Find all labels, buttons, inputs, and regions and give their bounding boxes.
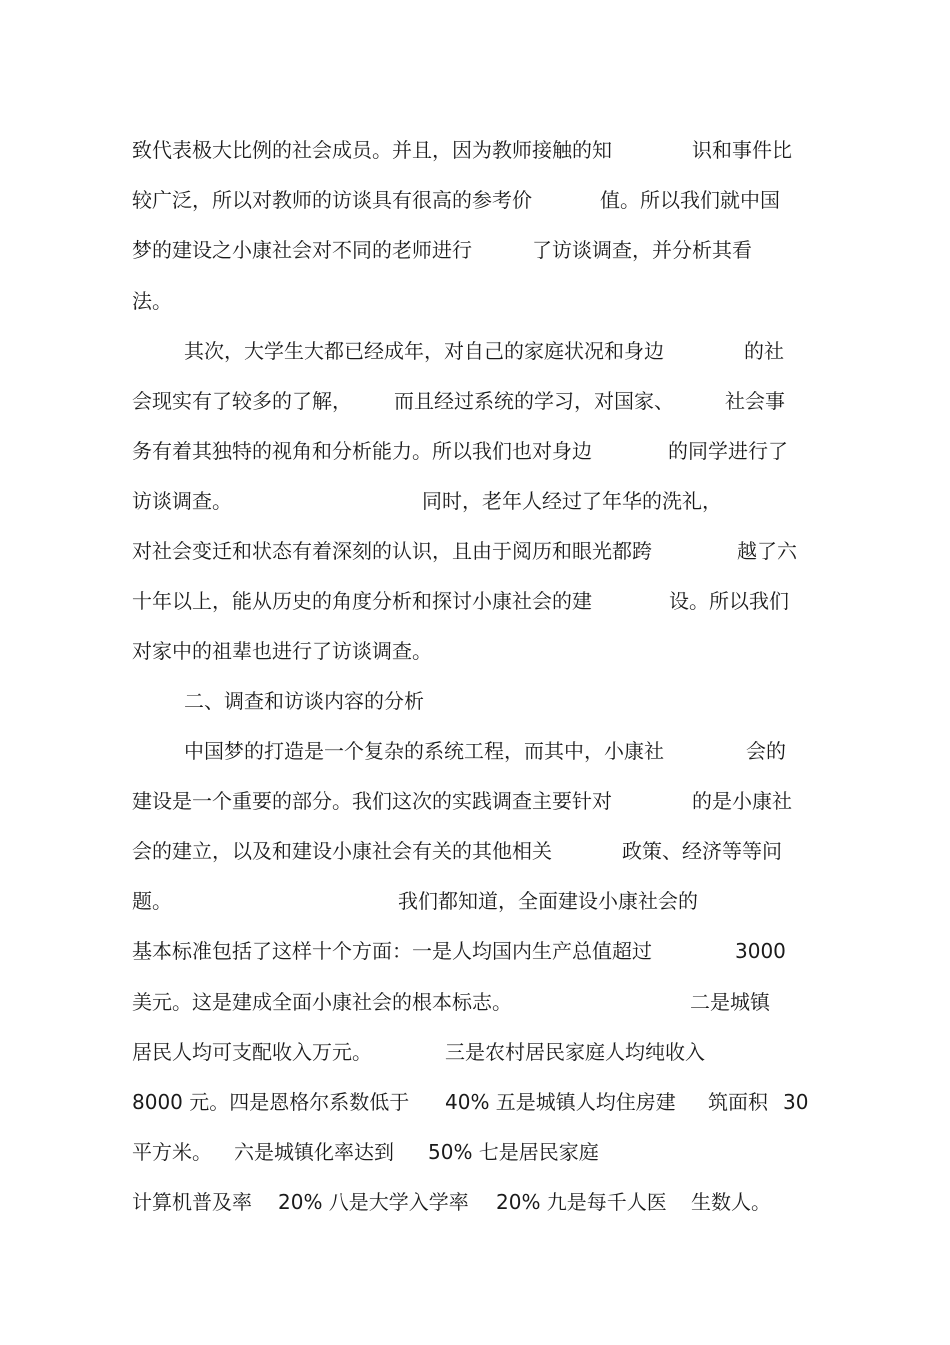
text-segment: 计算机普及率: [132, 1190, 252, 1214]
text-segment: 40% 五是城镇人均住房建: [445, 1090, 676, 1114]
text-segment: 会的建立，以及和建设小康社会有关的其他相关: [132, 839, 552, 863]
text-segment: 生数人。: [691, 1190, 771, 1214]
text-segment: 题。: [132, 889, 172, 913]
text-segment: 会的: [746, 739, 786, 763]
text-segment: 的同学进行了: [668, 439, 788, 463]
text-segment: 基本标准包括了这样十个方面：一是人均国内生产总值超过: [132, 939, 652, 963]
text-segment: 了访谈调查，并分析其看: [532, 238, 752, 262]
text-segment: 越了六: [737, 539, 797, 563]
text-segment: 而且经过系统的学习，对国家、: [394, 389, 674, 413]
text-segment: 访谈调查。: [132, 489, 232, 513]
text-segment: 同时，老年人经过了年华的洗礼，: [422, 489, 722, 513]
text-segment: 会现实有了较多的了解，: [132, 389, 352, 413]
text-segment: 的是小康社: [692, 789, 792, 813]
text-segment: 8000 元。四是恩格尔系数低于: [132, 1090, 410, 1114]
text-segment: 识和事件比: [692, 138, 792, 162]
text-segment: 30: [783, 1090, 809, 1114]
text-segment: 法。: [132, 289, 172, 313]
text-segment: 美元。这是建成全面小康社会的根本标志。: [132, 990, 512, 1014]
text-segment: 二是城镇: [690, 990, 770, 1014]
text-segment: 20% 八是大学入学率: [278, 1190, 469, 1214]
text-segment: 值。所以我们就中国: [600, 188, 780, 212]
text-segment: 十年以上，能从历史的角度分析和探讨小康社会的建: [132, 589, 592, 613]
text-segment: 的社: [744, 339, 784, 363]
text-segment: 对家中的祖辈也进行了访谈调查。: [132, 639, 432, 663]
text-segment: 设。所以我们: [669, 589, 789, 613]
text-segment: 六是城镇化率达到: [234, 1140, 394, 1164]
text-segment: 居民人均可支配收入万元。: [132, 1040, 372, 1064]
text-segment: 梦的建设之小康社会对不同的老师进行: [132, 238, 472, 262]
text-segment: 三是农村居民家庭人均纯收入: [445, 1040, 705, 1064]
text-segment: 较广泛，所以对教师的访谈具有很高的参考价: [132, 188, 532, 212]
text-segment: 50% 七是居民家庭: [428, 1140, 599, 1164]
text-segment: 20% 九是每千人医: [496, 1190, 667, 1214]
text-segment: 3000: [735, 939, 786, 963]
text-segment: 中国梦的打造是一个复杂的系统工程，而其中，小康社: [184, 739, 664, 763]
text-segment: 建设是一个重要的部分。我们这次的实践调查主要针对: [132, 789, 612, 813]
text-segment: 政策、经济等等问: [622, 839, 782, 863]
text-segment: 筑面积: [708, 1090, 768, 1114]
text-segment: 我们都知道，全面建设小康社会的: [398, 889, 698, 913]
text-segment: 二、调查和访谈内容的分析: [184, 689, 424, 713]
text-segment: 平方米。: [132, 1140, 212, 1164]
text-segment: 务有着其独特的视角和分析能力。所以我们也对身边: [132, 439, 592, 463]
text-segment: 致代表极大比例的社会成员。并且，因为教师接触的知: [132, 138, 612, 162]
text-segment: 对社会变迁和状态有着深刻的认识，且由于阅历和眼光都跨: [132, 539, 652, 563]
text-segment: 其次，大学生大都已经成年，对自己的家庭状况和身边: [184, 339, 664, 363]
text-segment: 社会事: [725, 389, 785, 413]
